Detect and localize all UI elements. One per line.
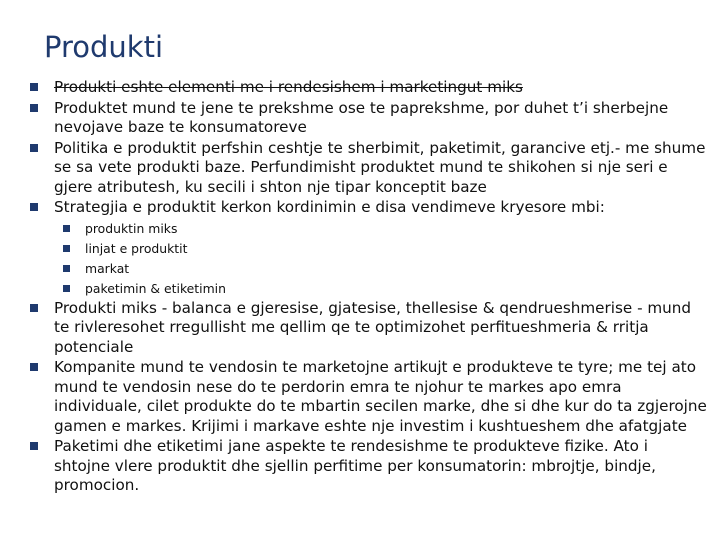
- bullet-text: Strategjia e produktit kerkon kordinimin e disa vendimeve kryesore mbi:: [54, 198, 605, 216]
- square-bullet-icon: [63, 245, 70, 252]
- bullet-text: Kompanite mund te vendosin te marketojne artikujt e produkteve te tyre; me tej ato mund te vendosin nese do te perdorin emra te njohur te markes apo emra individuale, cilet produkte do te mbartin secilen marke, dhe si dhe kur do ta zgjerojne gamen e markes. Krijimi i markave eshte nje investim i kushtueshem dhe afatgjate: [54, 358, 707, 435]
- bullet-text: Politika e produktit perfshin ceshtje te sherbimit, paketimit, garancive etj.- me shume se sa vete produkti baze. Perfundimisht produktet mund te shikohen si nje seri e gjere atributesh, ku secili i shton nje tipar konceptit baze: [54, 138, 706, 196]
- square-bullet-icon: [30, 203, 38, 211]
- bullet-item: [0, 99, 728, 138]
- bullet-item: [0, 139, 728, 198]
- square-bullet-icon: [63, 225, 70, 232]
- bullet-item: [0, 437, 728, 496]
- bullet-item: [0, 358, 728, 436]
- bullet-item: [0, 78, 728, 98]
- square-bullet-icon: [30, 104, 38, 112]
- sub-bullet-item: [0, 219, 728, 239]
- bullet-item: [0, 198, 728, 218]
- sub-bullet-text: linjat e produktit: [85, 240, 188, 256]
- sub-bullet-text: paketimin & etiketimin: [85, 280, 226, 296]
- sub-bullet-item: [0, 259, 728, 279]
- bullet-text: Produkti eshte elementi me i rendesishem i marketingut miks: [54, 78, 523, 96]
- sub-bullet-item: [0, 239, 728, 259]
- bullet-text: Paketimi dhe etiketimi jane aspekte te rendesishme te produkteve fizike. Ato i shtojne vlere produktit dhe sjellin perfitime per konsumatorin: mbrojtje, bindje, promocion.: [54, 437, 656, 494]
- slide-title: Produkti: [44, 30, 164, 64]
- sub-bullet-text: produktin miks: [85, 220, 178, 236]
- square-bullet-icon: [30, 83, 38, 91]
- sub-bullet-text: markat: [85, 260, 130, 276]
- square-bullet-icon: [30, 442, 38, 450]
- square-bullet-icon: [63, 285, 70, 292]
- square-bullet-icon: [63, 265, 70, 272]
- bullet-item: [0, 299, 728, 358]
- bullet-list: [0, 78, 728, 497]
- bullet-text: Produkti miks - balanca e gjeresise, gjatesise, thellesise & qendrueshmerise - mund te rivleresohet rregullisht me qellim qe te optimizohet perfitueshmeria & rritja potenciale: [54, 298, 692, 356]
- square-bullet-icon: [30, 304, 38, 312]
- square-bullet-icon: [30, 144, 38, 152]
- square-bullet-icon: [30, 363, 38, 371]
- bullet-text: Produktet mund te jene te prekshme ose te paprekshme, por duhet t’i sherbejne nevojave baze te konsumatoreve: [54, 98, 669, 136]
- sub-bullet-item: [0, 279, 728, 299]
